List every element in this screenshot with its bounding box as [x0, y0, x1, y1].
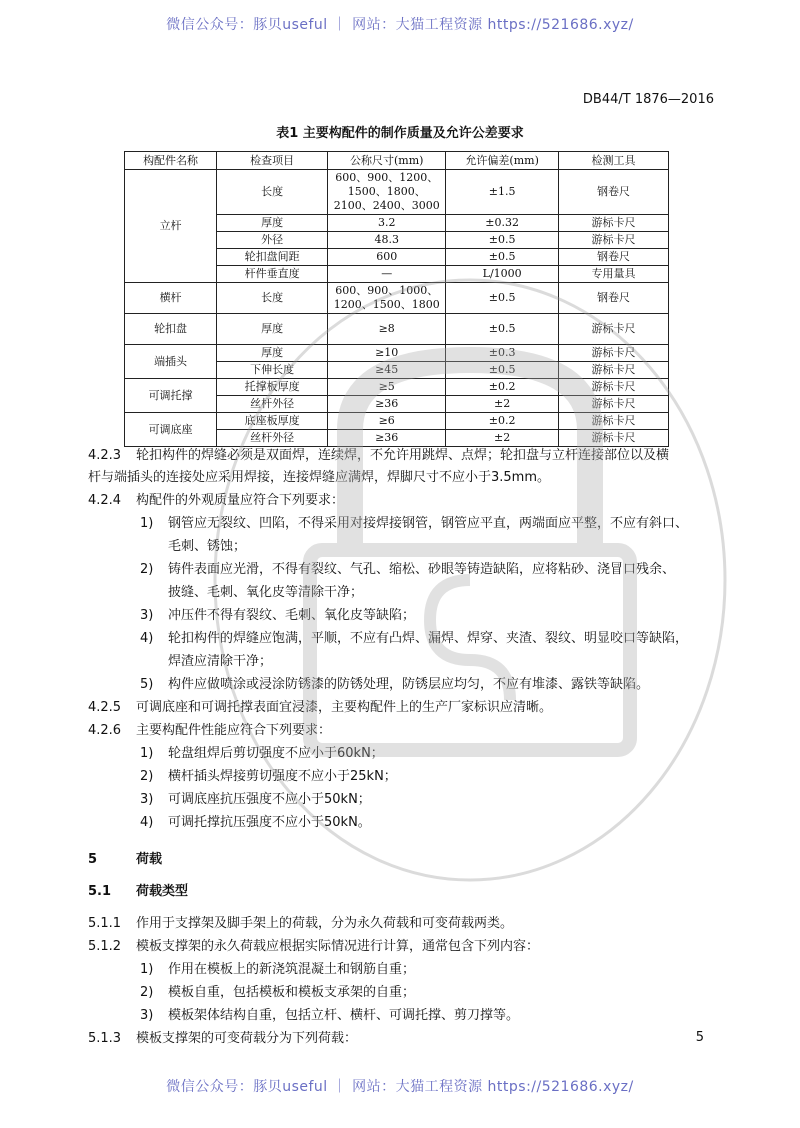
tolerance-cell: ±0.3 [446, 345, 559, 362]
list-text: 模板架体结构自重，包括立杆、横杆、可调托撑、剪刀撑等。 [168, 1008, 520, 1023]
clause-number: 5.1.2 [88, 939, 122, 954]
list-item [88, 765, 397, 784]
table-title: 表1 主要构配件的制作质量及允许公差要求 [276, 126, 524, 141]
list-item [88, 811, 371, 830]
header-cell: 检测工具 [558, 152, 668, 170]
tool-cell: 钢卷尺 [558, 283, 668, 314]
size-cell: ≥36 [328, 396, 446, 413]
watermark-banner-bottom: 微信公众号：豚贝useful ｜ 网站：大猫工程资源 https://521686.xyz/ [166, 1079, 634, 1095]
tolerance-cell: ±0.5 [446, 232, 559, 249]
size-cell: — [328, 266, 446, 283]
table-row [125, 283, 669, 314]
list-item [88, 627, 688, 646]
clause-5-1-1-line [88, 912, 513, 931]
tool-cell: 游标卡尺 [558, 413, 668, 430]
list-text: 构件应做喷涂或浸涂防锈漆的防锈处理，防锈层应均匀，不应有堆漆、露铁等缺陷。 [168, 677, 650, 692]
tolerance-cell: ±2 [446, 396, 559, 413]
clause-number: 5.1.3 [88, 1031, 122, 1046]
list-item [88, 558, 675, 577]
list-index: 3) [140, 792, 154, 807]
spec-table [124, 151, 669, 447]
list-index: 5) [140, 677, 154, 692]
clause-4-2-3-line [88, 444, 669, 463]
clause-text: 轮扣构件的焊缝必须是双面焊，连续焊，不允许用跳焊、点焊；轮扣盘与立杆连接部位以及横 [136, 448, 670, 463]
list-text: 可调托撑抗压强度不应小于50kN。 [168, 815, 371, 830]
tool-cell: 游标卡尺 [558, 379, 668, 396]
clause-text: 作用于支撑架及脚手架上的荷载，分为永久荷载和可变荷载两类。 [136, 916, 514, 931]
section-5-heading [88, 848, 162, 867]
list-text: 披缝、毛刺、氧化皮等清除干净； [168, 585, 364, 600]
list-item-cont [88, 650, 272, 669]
list-text: 铸件表面应光滑，不得有裂纹、气孔、缩松、砂眼等铸造缺陷，应将粘砂、浇冒口残余、 [168, 562, 676, 577]
tool-cell: 游标卡尺 [558, 362, 668, 379]
table-row [125, 345, 669, 362]
size-cell: 48.3 [328, 232, 446, 249]
list-index: 4) [140, 815, 154, 830]
section-title: 荷载类型 [136, 884, 189, 899]
section-number: 5.1 [88, 884, 112, 899]
item-cell: 丝杆外径 [217, 430, 328, 447]
clause-text: 模板支撑架的永久荷载应根据实际情况进行计算，通常包含下列内容： [136, 939, 540, 954]
clause-4-2-5-line [88, 696, 552, 715]
list-item [88, 604, 415, 623]
item-cell: 下伸长度 [217, 362, 328, 379]
item-cell: 丝杆外径 [217, 396, 328, 413]
table-row [125, 170, 669, 215]
tolerance-cell: ±0.5 [446, 314, 559, 345]
tool-cell: 游标卡尺 [558, 430, 668, 447]
list-index: 1) [140, 516, 154, 531]
size-cell: 600 [328, 249, 446, 266]
size-cell: ≥36 [328, 430, 446, 447]
header-cell: 构配件名称 [125, 152, 217, 170]
list-index: 3) [140, 1008, 154, 1023]
list-index: 2) [140, 985, 154, 1000]
component-name-cell: 端插头 [125, 345, 217, 379]
list-item [88, 673, 649, 692]
table-row [125, 314, 669, 345]
component-name-cell: 立杆 [125, 170, 217, 283]
list-index: 2) [140, 769, 154, 784]
clause-4-2-3-cont [88, 466, 550, 485]
component-name-cell: 可调托撑 [125, 379, 217, 413]
item-cell: 杆件垂直度 [217, 266, 328, 283]
item-cell: 长度 [217, 170, 328, 215]
tolerance-cell: ±0.2 [446, 379, 559, 396]
tool-cell: 钢卷尺 [558, 170, 668, 215]
header-cell: 公称尺寸(mm) [328, 152, 446, 170]
clause-number: 4.2.5 [88, 700, 122, 715]
tolerance-cell: L/1000 [446, 266, 559, 283]
size-cell: 600、900、1200、1500、1800、2100、2400、3000 [328, 170, 446, 215]
document-code: DB44/T 1876—2016 [582, 92, 714, 107]
clause-5-1-3-line [88, 1027, 357, 1046]
clause-text: 主要构配件性能应符合下列要求： [136, 723, 332, 738]
table-row [125, 379, 669, 396]
list-text: 作用在模板上的新浇筑混凝土和钢筋自重； [168, 962, 416, 977]
tool-cell: 专用量具 [558, 266, 668, 283]
list-item [88, 512, 688, 531]
tolerance-cell: ±0.32 [446, 215, 559, 232]
list-text: 模板自重，包括模板和模板支承架的自重； [168, 985, 416, 1000]
tolerance-cell: ±1.5 [446, 170, 559, 215]
clause-text: 杆与端插头的连接处应采用焊接，连接焊缝应满焊，焊脚尺寸不应小于3.5mm。 [88, 470, 551, 485]
list-text: 轮扣构件的焊缝应饱满，平顺，不应有凸焊、漏焊、焊穿、夹渣、裂纹、明显咬口等缺陷， [168, 631, 689, 646]
component-name-cell: 可调底座 [125, 413, 217, 447]
section-number: 5 [88, 852, 98, 867]
item-cell: 底座板厚度 [217, 413, 328, 430]
header-cell: 允许偏差(mm) [446, 152, 559, 170]
size-cell: 600、900、1000、1200、1500、1800 [328, 283, 446, 314]
list-item-cont [88, 581, 363, 600]
component-name-cell: 横杆 [125, 283, 217, 314]
table-row [125, 413, 669, 430]
tool-cell: 钢卷尺 [558, 249, 668, 266]
tolerance-cell: ±0.5 [446, 283, 559, 314]
size-cell: ≥5 [328, 379, 446, 396]
component-name-cell: 轮扣盘 [125, 314, 217, 345]
size-cell: ≥10 [328, 345, 446, 362]
size-cell: ≥45 [328, 362, 446, 379]
list-index: 1) [140, 962, 154, 977]
item-cell: 厚度 [217, 345, 328, 362]
section-title: 荷载 [136, 852, 163, 867]
tolerance-cell: ±0.5 [446, 362, 559, 379]
page-number: 5 [695, 1030, 704, 1045]
list-item [88, 958, 415, 977]
clause-number: 5.1.1 [88, 916, 122, 931]
tolerance-cell: ±0.2 [446, 413, 559, 430]
watermark-banner-top: 微信公众号：豚贝useful ｜ 网站：大猫工程资源 https://521686.xyz/ [166, 17, 634, 33]
list-index: 4) [140, 631, 154, 646]
list-text: 钢管应无裂纹、凹陷，不得采用对接焊接钢管，钢管应平直，两端面应平整，不应有斜口、 [168, 516, 689, 531]
list-text: 可调底座抗压强度不应小于50kN； [168, 792, 371, 807]
list-index: 1) [140, 746, 154, 761]
item-cell: 长度 [217, 283, 328, 314]
tolerance-cell: ±2 [446, 430, 559, 447]
clause-text: 模板支撑架的可变荷载分为下列荷载： [136, 1031, 358, 1046]
list-index: 2) [140, 562, 154, 577]
header-cell: 检查项目 [217, 152, 328, 170]
section-5-1-heading [88, 880, 188, 899]
item-cell: 轮扣盘间距 [217, 249, 328, 266]
list-text: 毛刺、锈蚀； [168, 539, 247, 554]
clause-text: 构配件的外观质量应符合下列要求： [136, 493, 345, 508]
clause-4-2-4-line [88, 489, 344, 508]
list-text: 轮盘组焊后剪切强度不应小于60kN； [168, 746, 384, 761]
list-text: 冲压件不得有裂纹、毛刺、氧化皮等缺陷； [168, 608, 416, 623]
item-cell: 厚度 [217, 215, 328, 232]
list-item [88, 788, 371, 807]
clause-text: 可调底座和可调托撑表面宜浸漆，主要构配件上的生产厂家标识应清晰。 [136, 700, 553, 715]
table-header-row [125, 152, 669, 170]
list-item [88, 742, 384, 761]
item-cell: 托撑板厚度 [217, 379, 328, 396]
clause-4-2-6-line [88, 719, 331, 738]
size-cell: ≥8 [328, 314, 446, 345]
tool-cell: 游标卡尺 [558, 345, 668, 362]
list-item [88, 981, 415, 1000]
size-cell: 3.2 [328, 215, 446, 232]
list-index: 3) [140, 608, 154, 623]
clause-number: 4.2.4 [88, 493, 122, 508]
tool-cell: 游标卡尺 [558, 396, 668, 413]
item-cell: 厚度 [217, 314, 328, 345]
list-text: 横杆插头焊接剪切强度不应小于25kN； [168, 769, 397, 784]
size-cell: ≥6 [328, 413, 446, 430]
tool-cell: 游标卡尺 [558, 232, 668, 249]
clause-5-1-2-line [88, 935, 539, 954]
tolerance-cell: ±0.5 [446, 249, 559, 266]
tool-cell: 游标卡尺 [558, 215, 668, 232]
clause-number: 4.2.6 [88, 723, 122, 738]
list-item-cont [88, 535, 246, 554]
item-cell: 外径 [217, 232, 328, 249]
tool-cell: 游标卡尺 [558, 314, 668, 345]
clause-number: 4.2.3 [88, 448, 122, 463]
list-text: 焊渣应清除干净； [168, 654, 273, 669]
list-item [88, 1004, 519, 1023]
